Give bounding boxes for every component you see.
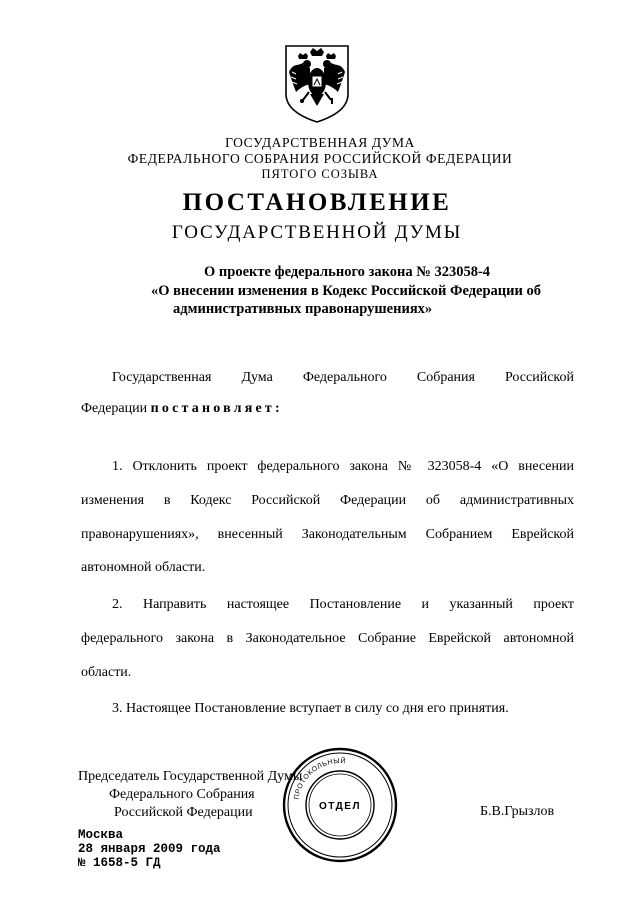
footer-date: 28 января 2009 года: [78, 842, 221, 856]
coat-of-arms-icon: [280, 42, 354, 124]
subject-line-2: «О внесении изменения в Кодекс Российской Федерации об: [151, 283, 541, 299]
stamp-ring-text: ПРОТОКОЛЬНЫЙ: [293, 757, 347, 801]
footer-number: № 1658-5 ГД: [78, 856, 161, 870]
preamble-text: Федерации: [81, 401, 148, 416]
item-3-line-1: 3. Настоящее Постановление вступает в силу со дня его принятия.: [112, 701, 509, 716]
signatory-name: Б.В.Грызлов: [480, 804, 555, 819]
item-2-line-3: области.: [81, 665, 132, 680]
stamp-center-text: ОТДЕЛ: [319, 801, 361, 812]
signatory-title-line-3: Российской Федерации: [114, 805, 253, 820]
item-2-line-2: федерального закона в Законодательное Собрание Еврейской автономной: [81, 631, 574, 646]
item-1-line-1: 1. Отклонить проект федерального закона № 323058-4 «О внесении: [112, 459, 574, 474]
document-subtitle: ГОСУДАРСТВЕННОЙ ДУМЫ: [171, 222, 463, 243]
item-1-line-4: автономной области.: [81, 560, 206, 575]
subject-line-1: О проекте федерального закона № 323058-4: [204, 264, 491, 280]
preamble-line-2: [81, 401, 574, 417]
subject-line-3: административных правонарушениях»: [173, 301, 433, 317]
signatory-title-line-1: Председатель Государственной Думы: [78, 769, 303, 784]
header-line-duma: ГОСУДАРСТВЕННАЯ ДУМА: [225, 135, 415, 150]
preamble-line-1: Государственная Дума Федерального Собрания Российской: [112, 370, 574, 385]
header-line-assembly: ФЕДЕРАЛЬНОГО СОБРАНИЯ РОССИЙСКОЙ ФЕДЕРАЦИИ: [127, 151, 513, 166]
official-stamp: [281, 746, 399, 864]
item-1-line-2: изменения в Кодекс Российской Федерации об административных: [81, 493, 574, 508]
item-2-line-1: 2. Направить настоящее Постановление и указанный проект: [112, 597, 574, 612]
document-title: ПОСТАНОВЛЕНИЕ: [182, 189, 452, 216]
header-line-convocation: ПЯТОГО СОЗЫВА: [261, 167, 379, 181]
footer-city: Москва: [78, 828, 124, 842]
preamble-decree-word: постановляет:: [150, 401, 283, 416]
item-1-line-3: правонарушениях», внесенный Законодательным Собранием Еврейской: [81, 527, 574, 542]
signatory-title-line-2: Федерального Собрания: [109, 787, 255, 802]
